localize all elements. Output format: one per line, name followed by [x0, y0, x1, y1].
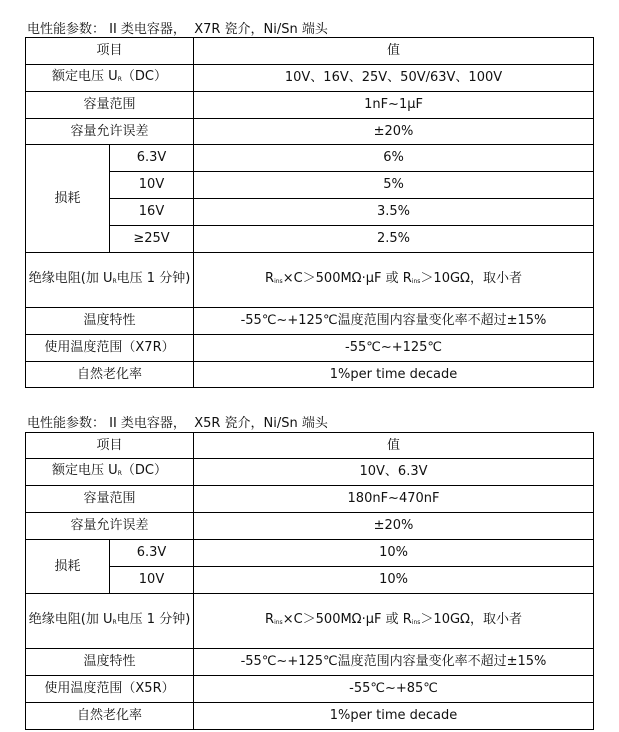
x7r-spec-table	[25, 37, 594, 388]
loss-value: 6%	[194, 145, 594, 172]
insulation-value: Rins×C＞500MΩ·μF 或 Rins＞10GΩ，取小者	[194, 253, 594, 308]
loss-voltage: 16V	[110, 199, 194, 226]
capacitance-range-value: 1nF~1μF	[194, 92, 594, 119]
loss-value: 10%	[194, 540, 594, 567]
rated-voltage-value: 10V、6.3V	[194, 459, 594, 486]
tolerance-label: 容量允许误差	[26, 513, 194, 540]
aging-value: 1%per time decade	[194, 362, 594, 388]
temp-range-row	[26, 676, 594, 703]
header-value: 值	[194, 38, 594, 65]
header-item: 项目	[26, 433, 194, 459]
rated-voltage-row	[26, 65, 594, 92]
loss-value: 5%	[194, 172, 594, 199]
aging-row	[26, 362, 594, 388]
temp-range-value: -55℃~+85℃	[194, 676, 594, 703]
insulation-row	[26, 594, 594, 649]
temp-char-value: -55℃~+125℃温度范围内容量变化率不超过±15%	[194, 308, 594, 335]
temp-char-label: 温度特性	[26, 308, 194, 335]
tolerance-row	[26, 119, 594, 145]
section1-caption: 电性能参数： II 类电容器， X7R 瓷介，Ni/Sn 端头	[27, 22, 328, 37]
tolerance-label: 容量允许误差	[26, 119, 194, 145]
loss-row	[26, 567, 594, 594]
temp-char-row	[26, 308, 594, 335]
aging-value: 1%per time decade	[194, 703, 594, 730]
rated-voltage-label: 额定电压 UR（DC）	[26, 65, 194, 92]
temp-char-row	[26, 649, 594, 676]
tolerance-value: ±20%	[194, 513, 594, 540]
loss-row	[26, 145, 594, 172]
insulation-value: Rins×C＞500MΩ·μF 或 Rins＞10GΩ，取小者	[194, 594, 594, 649]
loss-value: 3.5%	[194, 199, 594, 226]
header-value: 值	[194, 433, 594, 459]
table-header-row	[26, 38, 594, 65]
rated-voltage-label: 额定电压 UR（DC）	[26, 459, 194, 486]
loss-row	[26, 172, 594, 199]
rated-voltage-row	[26, 459, 594, 486]
loss-row	[26, 540, 594, 567]
temp-range-label: 使用温度范围（X5R）	[26, 676, 194, 703]
capacitance-range-row	[26, 486, 594, 513]
loss-value: 2.5%	[194, 226, 594, 253]
aging-label: 自然老化率	[26, 362, 194, 388]
temp-char-value: -55℃~+125℃温度范围内容量变化率不超过±15%	[194, 649, 594, 676]
table-header-row	[26, 433, 594, 459]
capacitance-range-label: 容量范围	[26, 486, 194, 513]
insulation-label: 绝缘电阻(加 UR电压 1 分钟)	[26, 253, 194, 308]
tolerance-value: ±20%	[194, 119, 594, 145]
temp-range-row	[26, 335, 594, 362]
loss-voltage: ≥25V	[110, 226, 194, 253]
loss-row	[26, 226, 594, 253]
insulation-label: 绝缘电阻(加 UR电压 1 分钟)	[26, 594, 194, 649]
loss-label: 损耗	[26, 540, 110, 594]
rated-voltage-value: 10V、16V、25V、50V/63V、100V	[194, 65, 594, 92]
x5r-spec-table	[25, 432, 594, 730]
temp-range-label: 使用温度范围（X7R）	[26, 335, 194, 362]
loss-voltage: 10V	[110, 172, 194, 199]
aging-row	[26, 703, 594, 730]
loss-voltage: 10V	[110, 567, 194, 594]
insulation-row	[26, 253, 594, 308]
temp-range-value: -55℃~+125℃	[194, 335, 594, 362]
aging-label: 自然老化率	[26, 703, 194, 730]
header-item: 项目	[26, 38, 194, 65]
temp-char-label: 温度特性	[26, 649, 194, 676]
capacitance-range-label: 容量范围	[26, 92, 194, 119]
loss-row	[26, 199, 594, 226]
capacitance-range-row	[26, 92, 594, 119]
capacitance-range-value: 180nF~470nF	[194, 486, 594, 513]
loss-value: 10%	[194, 567, 594, 594]
loss-label: 损耗	[26, 145, 110, 253]
section2-caption: 电性能参数： II 类电容器， X5R 瓷介，Ni/Sn 端头	[27, 416, 328, 431]
tolerance-row	[26, 513, 594, 540]
loss-voltage: 6.3V	[110, 145, 194, 172]
loss-voltage: 6.3V	[110, 540, 194, 567]
